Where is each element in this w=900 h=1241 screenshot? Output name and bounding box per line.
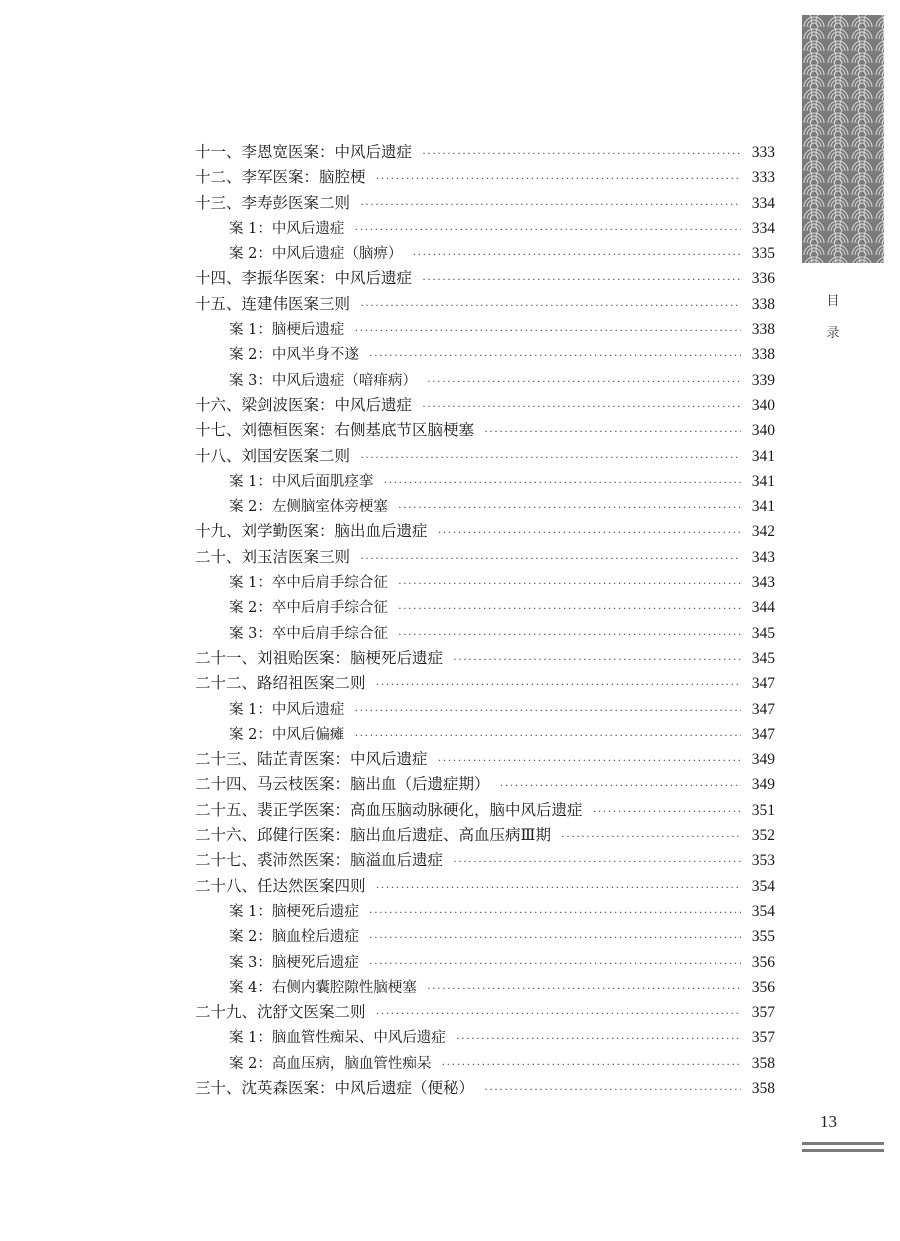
toc-entry[interactable] (195, 140, 775, 165)
toc-leader-dots (376, 166, 741, 191)
decorative-wave-pattern (802, 15, 884, 263)
toc-title: 二十二、路绍祖医案二则 (195, 674, 366, 693)
toc-leader-dots (354, 723, 741, 748)
toc-page-number: 341 (751, 447, 775, 465)
toc-entry[interactable] (195, 292, 775, 317)
toc-title: 案 2：左侧脑室体旁梗塞 (229, 499, 388, 516)
toc-entry[interactable] (195, 444, 775, 469)
toc-subentry[interactable] (195, 494, 775, 519)
toc-page-number: 352 (751, 827, 775, 845)
toc-title: 案 1：中风后面肌痉挛 (229, 473, 374, 490)
toc-entry[interactable] (195, 646, 775, 671)
toc-leader-dots (422, 394, 741, 419)
toc-page-number: 340 (751, 422, 775, 440)
toc-subentry[interactable] (195, 975, 775, 1000)
toc-page-number: 357 (751, 1004, 775, 1022)
toc-title: 二十四、马云枝医案：脑出血（后遗症期） (195, 775, 490, 794)
toc-entry[interactable] (195, 418, 775, 443)
toc-subentry[interactable] (195, 924, 775, 949)
toc-title: 二十一、刘祖贻医案：脑梗死后遗症 (195, 648, 444, 667)
toc-leader-dots (422, 141, 741, 166)
toc-title: 案 2：高血压病，脑血管性痴呆 (229, 1055, 432, 1072)
toc-leader-dots (369, 951, 741, 976)
toc-title: 二十八、任达然医案四则 (195, 876, 366, 895)
toc-title: 案 1：中风后遗症 (229, 220, 345, 237)
toc-page-number: 334 (751, 194, 775, 212)
toc-page-number: 334 (751, 219, 775, 237)
toc-title: 案 2：中风半身不遂 (229, 347, 359, 364)
toc-title: 十九、刘学勤医案：脑出血后遗症 (195, 522, 428, 541)
toc-page-number: 333 (751, 144, 775, 161)
toc-title: 二十三、陆芷青医案：中风后遗症 (195, 750, 428, 769)
toc-page-number: 347 (751, 700, 775, 718)
toc-leader-dots (354, 698, 741, 723)
toc-leader-dots (376, 1001, 741, 1026)
toc-subentry[interactable] (195, 368, 775, 393)
toc-subentry[interactable] (195, 1051, 775, 1076)
toc-title: 十五、连建伟医案三则 (195, 294, 351, 313)
toc-entry[interactable] (195, 747, 775, 772)
toc-leader-dots (398, 495, 741, 520)
side-label-mu: 目 (826, 294, 840, 309)
table-of-contents (195, 140, 775, 1101)
toc-subentry[interactable] (195, 595, 775, 620)
toc-leader-dots (398, 571, 741, 596)
toc-subentry[interactable] (195, 317, 775, 342)
toc-leader-dots (593, 799, 741, 824)
toc-page-number: 345 (751, 624, 775, 642)
toc-page-number: 340 (751, 396, 775, 414)
toc-leader-dots (369, 925, 741, 950)
toc-leader-dots (383, 470, 741, 495)
toc-title: 案 3：卒中后肩手综合征 (229, 625, 388, 642)
toc-page-number: 354 (751, 877, 775, 895)
toc-page-number: 333 (751, 169, 775, 187)
toc-title: 二十六、邱健行医案：脑出血后遗症、高血压病Ⅲ期 (195, 826, 551, 845)
toc-title: 二十七、裘沛然医案：脑溢血后遗症 (195, 851, 444, 870)
toc-subentry[interactable] (195, 621, 775, 646)
toc-leader-dots (441, 1052, 741, 1077)
toc-entry[interactable] (195, 1076, 775, 1101)
toc-leader-dots (427, 369, 741, 394)
toc-subentry[interactable] (195, 241, 775, 266)
toc-page-number: 351 (751, 801, 775, 819)
toc-title: 案 4：右侧内囊腔隙性脑梗塞 (229, 979, 417, 996)
toc-page-number: 343 (751, 574, 775, 592)
toc-title: 案 1：脑梗后遗症 (229, 322, 345, 339)
toc-page-number: 355 (751, 928, 775, 946)
toc-entry[interactable] (195, 191, 775, 216)
toc-title: 十一、李恩宽医案：中风后遗症 (195, 143, 413, 161)
toc-subentry[interactable] (195, 1025, 775, 1050)
toc-page-number: 338 (751, 321, 775, 339)
toc-leader-dots (438, 520, 741, 545)
toc-subentry[interactable] (195, 216, 775, 241)
toc-leader-dots (484, 1077, 741, 1102)
toc-page-number: 336 (751, 270, 775, 288)
toc-page-number: 339 (751, 371, 775, 389)
toc-page-number: 345 (751, 649, 775, 667)
toc-leader-dots (427, 976, 741, 1001)
toc-title: 案 3：脑梗死后遗症 (229, 954, 359, 971)
toc-title: 二十、刘玉洁医案三则 (195, 547, 351, 566)
toc-page-number: 338 (751, 295, 775, 313)
toc-title: 案 2：卒中后肩手综合征 (229, 600, 388, 617)
toc-page-number: 356 (751, 953, 775, 971)
toc-title: 二十九、沈舒文医案二则 (195, 1003, 366, 1022)
toc-entry[interactable] (195, 874, 775, 899)
toc-page-number: 341 (751, 498, 775, 516)
toc-page-number: 358 (751, 1079, 775, 1097)
toc-leader-dots (398, 596, 741, 621)
toc-page-number: 343 (751, 548, 775, 566)
toc-page-number: 347 (751, 725, 775, 743)
toc-leader-dots (354, 318, 741, 343)
toc-page-number: 349 (751, 751, 775, 769)
toc-title: 十六、梁剑波医案：中风后遗症 (195, 395, 413, 414)
toc-page-number: 354 (751, 902, 775, 920)
toc-title: 十三、李寿彭医案二则 (195, 193, 351, 212)
toc-leader-dots (456, 1026, 741, 1051)
toc-page-number: 344 (751, 599, 775, 617)
toc-subentry[interactable] (195, 950, 775, 975)
footer-bars (802, 1142, 884, 1156)
toc-title: 案 3：中风后遗症（喑痱病） (229, 372, 417, 389)
toc-page-number: 358 (751, 1054, 775, 1072)
toc-page-number: 353 (751, 852, 775, 870)
toc-leader-dots (561, 824, 741, 849)
toc-page-number: 342 (751, 523, 775, 541)
toc-page-number: 357 (751, 1029, 775, 1047)
toc-entry[interactable] (195, 848, 775, 873)
side-label-lu: 录 (826, 326, 840, 341)
toc-leader-dots (369, 343, 741, 368)
toc-leader-dots (369, 900, 741, 925)
toc-entry[interactable] (195, 266, 775, 291)
toc-leader-dots (398, 622, 741, 647)
toc-subentry[interactable] (195, 570, 775, 595)
toc-leader-dots (360, 192, 741, 217)
toc-entry[interactable] (195, 393, 775, 418)
toc-title: 案 1：卒中后肩手综合征 (229, 575, 388, 592)
toc-page-number: 338 (751, 346, 775, 364)
toc-title: 案 2：中风后遗症（脑痹） (229, 246, 403, 263)
toc-title: 三十、沈英森医案：中风后遗症（便秘） (195, 1078, 475, 1097)
toc-leader-dots (453, 647, 741, 672)
toc-entry[interactable] (195, 772, 775, 797)
toc-entry[interactable] (195, 1000, 775, 1025)
toc-page-number: 341 (751, 472, 775, 490)
toc-title: 十八、刘国安医案二则 (195, 446, 351, 465)
toc-page-number: 347 (751, 675, 775, 693)
toc-entry[interactable] (195, 165, 775, 190)
toc-title: 十二、李军医案：脑腔梗 (195, 168, 366, 187)
toc-page-number: 356 (751, 978, 775, 996)
toc-subentry[interactable] (195, 722, 775, 747)
toc-leader-dots (484, 419, 741, 444)
toc-page-number: 335 (751, 245, 775, 263)
toc-entry[interactable] (195, 823, 775, 848)
toc-subentry[interactable] (195, 469, 775, 494)
toc-title: 案 1：中风后遗症 (229, 701, 345, 718)
toc-leader-dots (376, 672, 741, 697)
toc-title: 十七、刘德桓医案：右侧基底节区脑梗塞 (195, 421, 475, 440)
toc-title: 二十五、裴正学医案：高血压脑动脉硬化，脑中风后遗症 (195, 800, 583, 819)
footer-bar (802, 1149, 884, 1152)
toc-leader-dots (412, 242, 741, 267)
toc-page-number: 349 (751, 776, 775, 794)
toc-title: 案 1：脑血管性痴呆、中风后遗症 (229, 1030, 446, 1047)
toc-title: 案 2：脑血栓后遗症 (229, 929, 359, 946)
toc-leader-dots (500, 773, 741, 798)
toc-leader-dots (453, 849, 741, 874)
page-number: 13 (820, 1112, 837, 1131)
toc-subentry[interactable] (195, 342, 775, 367)
toc-entry[interactable] (195, 545, 775, 570)
toc-entry[interactable] (195, 798, 775, 823)
toc-subentry[interactable] (195, 899, 775, 924)
toc-title: 十四、李振华医案：中风后遗症 (195, 269, 413, 288)
toc-leader-dots (354, 217, 741, 242)
toc-leader-dots (360, 293, 741, 318)
toc-title: 案 1：脑梗死后遗症 (229, 903, 359, 920)
toc-leader-dots (422, 267, 741, 292)
toc-subentry[interactable] (195, 697, 775, 722)
toc-leader-dots (360, 546, 741, 571)
toc-title: 案 2：中风后偏瘫 (229, 726, 345, 743)
footer-bar (802, 1142, 884, 1145)
toc-entry[interactable] (195, 671, 775, 696)
toc-entry[interactable] (195, 519, 775, 544)
toc-leader-dots (376, 875, 741, 900)
toc-leader-dots (360, 445, 741, 470)
toc-leader-dots (438, 748, 741, 773)
